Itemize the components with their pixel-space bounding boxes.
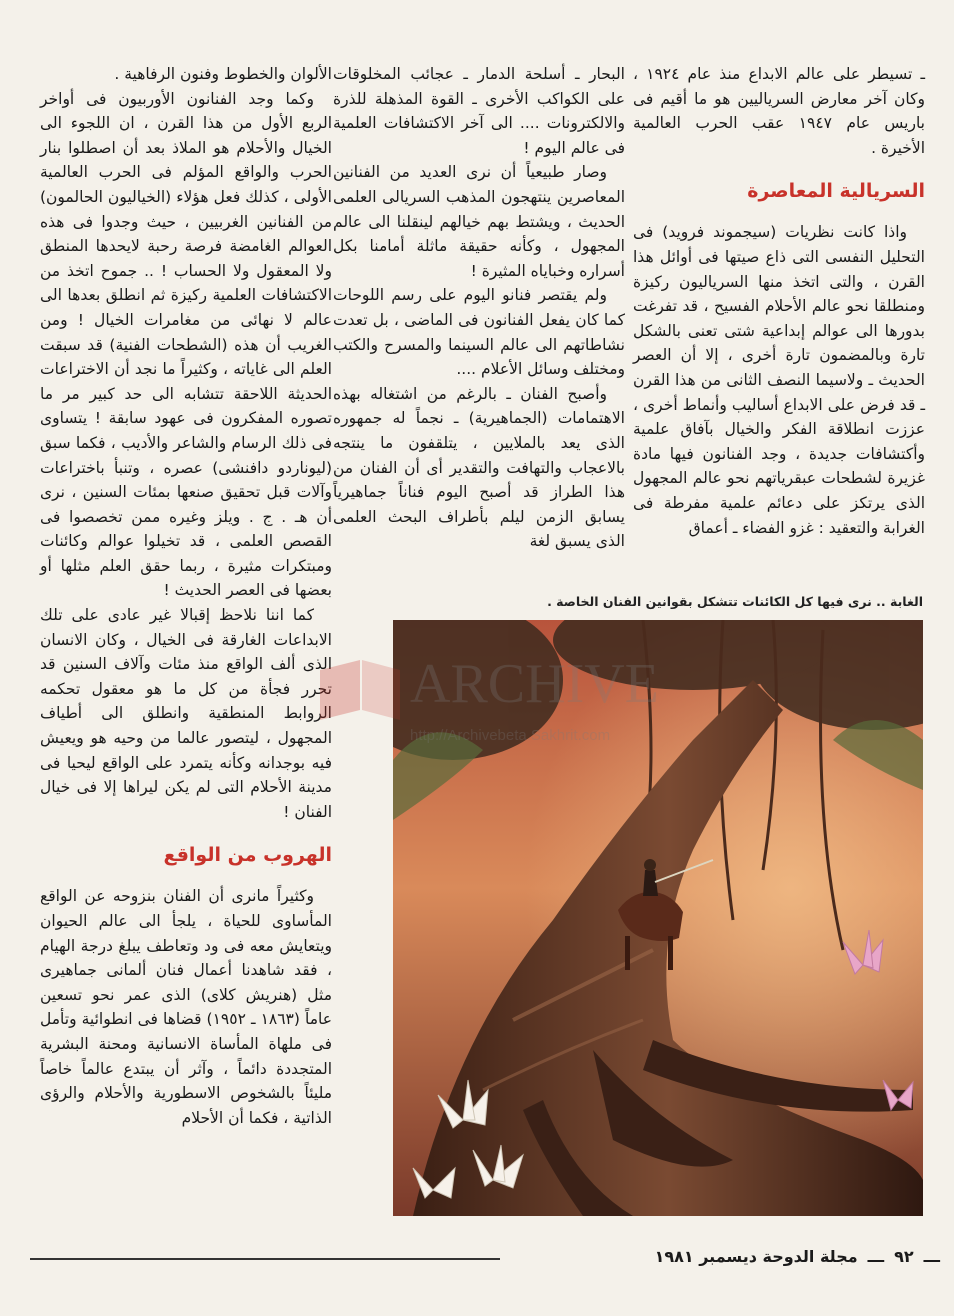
column-left: [40, 62, 332, 1130]
footer-dash: ـــ: [867, 1246, 885, 1266]
forest-painting: [393, 620, 923, 1216]
paragraph: وصار طبيعياً أن نرى العديد من الفنانين المعاصرين ينتهجون المذهب السريالى العلمى الحديث ، ويشتط بهم خيالهم لينقلنا الى عالم المجهول ، وكأنه حقيقة ماثلة أمامنا بكل أسراره وخباياه المثيرة !: [333, 163, 625, 280]
paragraph: وكثيراً مانرى أن الفنان بنزوحه عن الواقع المأساوى للحياة ، يلجأ الى عالم الحيوان ويتعايش معه فى ود وتعاطف يبلغ درجة الهيام ، فقد شاهدنا أعمال فنان ألمانى جماهيرى مثل (هنريش كلاى) الذى عمر نحو تسعين عاماً (١٨٦٣ ـ ١٩٥٢) قضاها فى انطوائية وتأمل فى ملهاة المأساة الانسانية ومحنة البشرية المتجددة دائماً ، وآثر أن يبتدع عالماً خاصاً مليئاً بالشخوص الاسطورية والأحلام والرؤى الذاتية ، فكما أن الأحلام: [40, 887, 332, 1127]
paragraph: وأصبح الفنان ـ بالرغم من اشتغاله بهذه الاهتمامات (الجماهيرية) ـ نجماً له جمهوره الذى يعد بالملايين ، يتلقفون ما ينتجه بالاعجاب والتهافت والتقدير أى أن الفنان من هذا الطراز قد أصبح اليوم فناناً جماهيرياً يسابق الزمن ليلم بأطراف البحث العلمى الذى يسبق لغة: [333, 384, 625, 551]
paragraph: ـ تسيطر على عالم الابداع منذ عام ١٩٢٤ ، وكان آخر معارض السرياليين هو ما أقيم فى باريس عام ١٩٤٧ عقب الحرب العالمية الأخيرة .: [633, 65, 925, 157]
paragraph: ولم يقتصر فنانو اليوم على رسم اللوحات كما كان يفعل الفنانون فى الماضى ، بل تعدت نشاطاتهم الى عالم السينما والمسرح والكتب ومختلف وسائل الأعلام ....: [333, 286, 625, 379]
paragraph: البحار ـ أسلحة الدمار ـ عجائب المخلوقات على الكواكب الأخرى ـ القوة المذهلة للذرة والالكترونات .... الى آخر الاكتشافات العلمية فى عالم اليوم !: [333, 65, 625, 157]
watermark-url: http://Archivebeta.Sakhrit.com: [410, 727, 611, 744]
column-middle: [333, 62, 625, 574]
page-number: ٩٢: [894, 1246, 914, 1266]
paragraph: الألوان والخطوط وفنون الرفاهية .: [114, 65, 332, 83]
section-heading-contemporary-surrealism: السريالية المعاصرة: [747, 180, 925, 203]
footer-dash: ـــ: [923, 1246, 940, 1266]
page-footer: [560, 1241, 940, 1271]
footer-rule: [30, 1258, 500, 1260]
paragraph: كما اننا نلاحظ إقبالا غير عادى على تلك الابداعات الغارقة فى الخيال ، وكان الانسان الذى ألف الواقع منذ مئات وآلاف السنين قد تحرر فجأة من كل ما هو معقول تحكمه الروابط المنطقية وانطلق الى أطياف المجهول ، ليتصور عالما من وحيه هو ويعيش فيه بوجدانه وكأنه يتمرد على الواقع ليحيا فى مدينة الأحلام التى لم يكن ليراها إلا فى خيال الفنان !: [40, 606, 332, 821]
publication-title: مجلة الدوحة ديسمبر ١٩٨١: [654, 1246, 858, 1266]
column-right: [633, 62, 925, 540]
paragraph: وكما وجد الفنانون الأوربيون فى أواخر الربع الأول من هذا القرن ، ان اللجوء الى الخيال والأحلام هو الملاذ بعد أن اصطلوا بنار الحرب والواقع المؤلم فى الحرب العالمية الأولى ، كذلك فعل هؤلاء (الخياليون الحالمون) من الفنانين الغربيين ، حيث وجدوا فى هذه العوالم الغامضة فرصة رحبة لايحدها المنطق ولا المعقول ولا الحساب ! .. جموح اتخذ من الاكتشافات العلمية ركيزة ثم انطلق بعدها الى عالم لا نهائى من مغامرات الخيال ! ومن الغريب أن هذه (الشطحات الفنية) قد سبقت العلم الى غاياته ، وكثيراً ما نجد أن الاختراعات الحديثة اللاحقة تتشابه الى حد كبير مر ما تصوره المفكرون فى عهود سابقة ! يتساوى فى ذلك الرسام والشاعر والأديب ، فكما سبق (ليوناردو دافنشى) عصره ، وتنبأ باختراعات وآلات قبل تحقيق صنعها بمئات السنين ، نرى أن هـ . ج . ويلز وغيره ممن تخصصوا فى القصص العلمى ، قد تخيلوا عوالم وكائنات ومبتكرات مثيرة ، ربما حقق العلم مثلها أو بعضها فى العصر الحديث !: [40, 89, 332, 600]
figure-caption: الغابة .. نرى فيها كل الكائنات تتشكل بقوانين الفنان الخاصة .: [547, 594, 923, 609]
paragraph: واذا كانت نظريات (سيجموند فرويد) فى التحليل النفسى التى ذاع صيتها فى أوائل هذا القرن ، والتى اتخذ منها السرياليون ركيزة ومنطلقا نحو عالم الأحلام الفسيح ، قد تفرغت بدورها الى عوالم إبداعية شتى تعنى بالشكل تارة وبالمضمون تارة أخرى ، إلا أن العصر الحديث ـ ولاسيما النصف الثانى من هذا القرن ـ قد فرض على الابداع أساليب وأنماط أخرى ، عززت انطلاقة الفكر والخيال بآفاق علمية وأكتشافات جديدة ، وجد الفنانون فيها مادة غزيرة لشطحات عبقرياتهم نحو عالم المجهول الذى يرتكز على دعائم علمية مفرطة فى الغرابة والتعقيد : غزو الفضاء ـ أعماق: [633, 223, 925, 537]
watermark-name: ARCHIVE: [410, 653, 659, 715]
section-heading-escape-from-reality: الهروب من الواقع: [163, 844, 332, 867]
forest-painting-image: [393, 620, 923, 1216]
